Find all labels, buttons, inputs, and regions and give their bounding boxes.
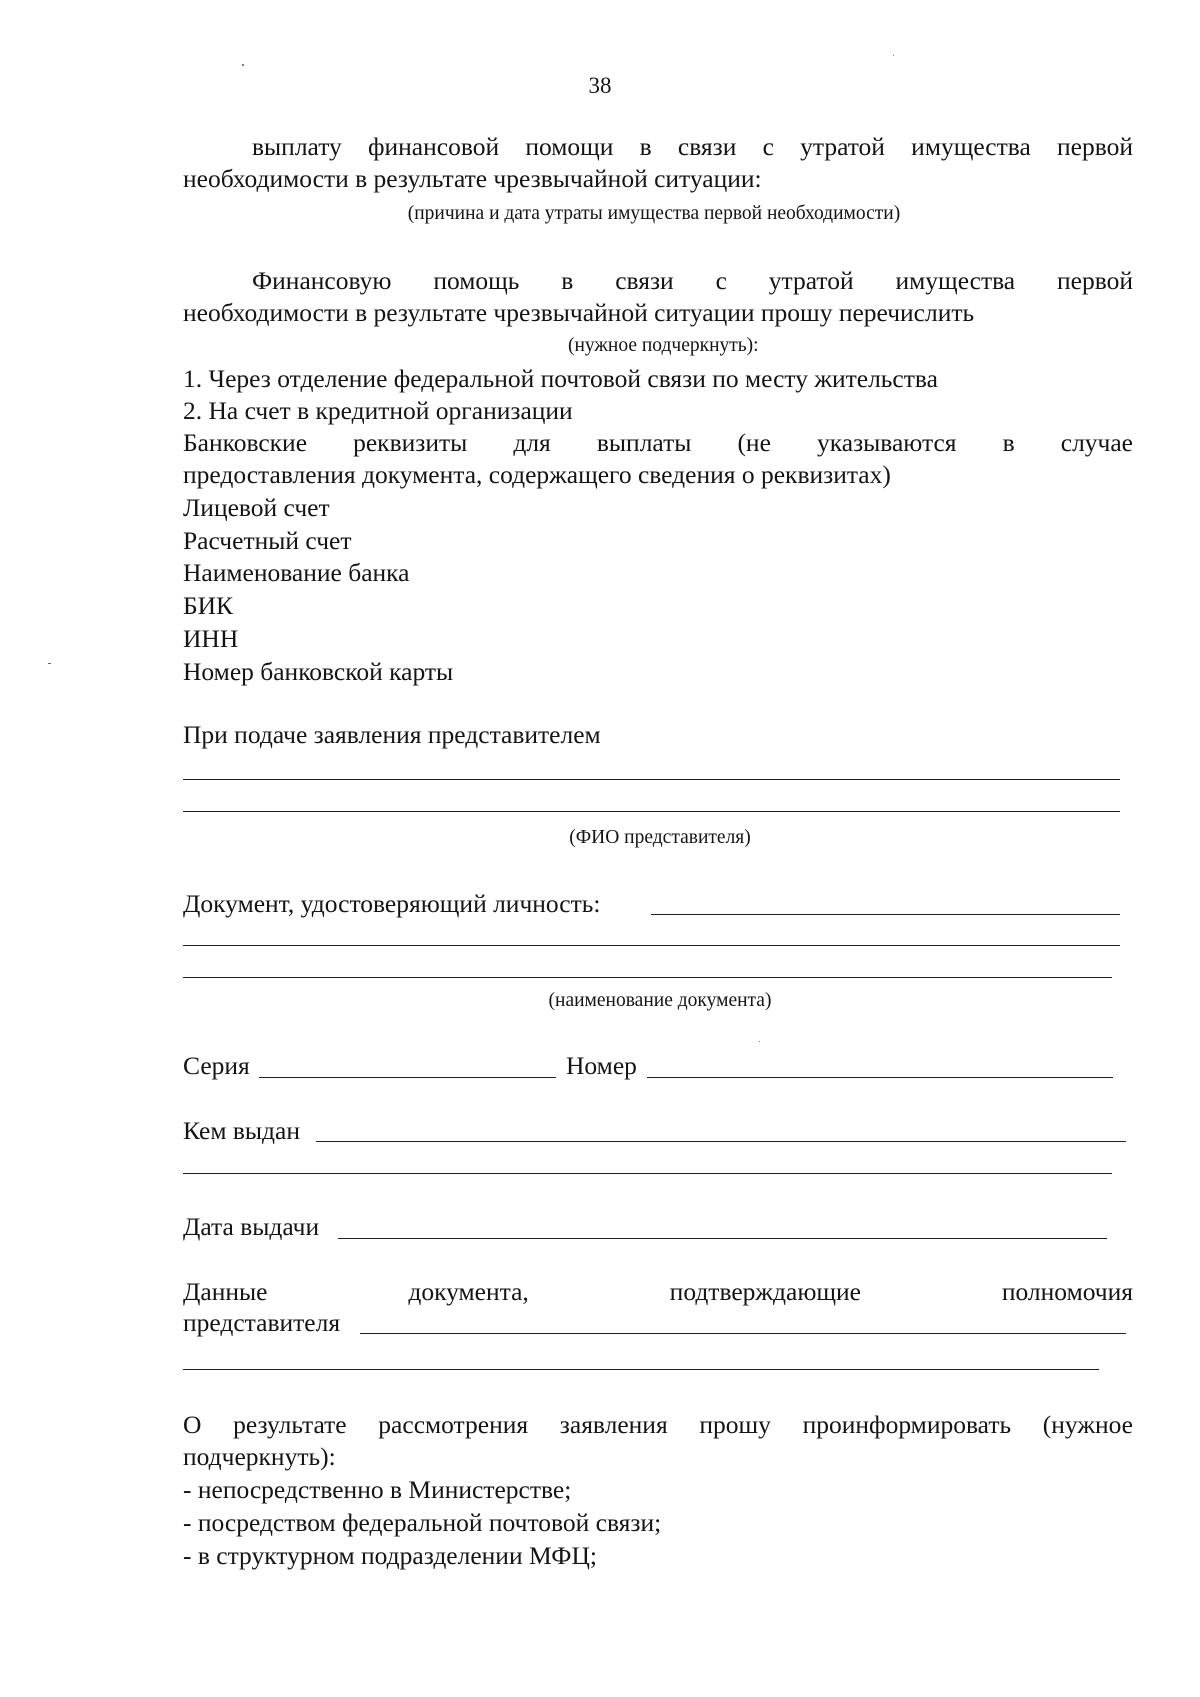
issue-date-label: Дата выдачи: [183, 1212, 320, 1241]
para1-line1: выплату финансовой помощи в связи с утратой имущества первой: [252, 132, 1133, 161]
bank-field-label: ИНН: [183, 624, 239, 653]
notification-option: - в структурном подразделении МФЦ;: [183, 1541, 597, 1570]
para2-line1: Финансовую помощь в связи с утратой имущества первой: [252, 266, 1133, 295]
bank-field-label: Расчетный счет: [183, 526, 352, 555]
number-line: [647, 1077, 1113, 1078]
number-label: Номер: [566, 1051, 637, 1080]
authority-line: [183, 1369, 1099, 1370]
bank-details-line2: предоставления документа, содержащего сведения о реквизитах): [183, 460, 891, 489]
issued-by-line: [316, 1141, 1126, 1142]
bank-field-label: Наименование банка: [183, 558, 410, 587]
para2-caption: (нужное подчеркнуть):: [568, 335, 759, 356]
issue-date-line: [338, 1238, 1107, 1239]
para1-caption: (причина и дата утраты имущества первой необходимости): [407, 203, 901, 224]
id-doc-line: [651, 914, 1120, 915]
fio-caption: (ФИО представителя): [569, 827, 751, 848]
authority-line1: Данные документа, подтверждающие полномочия: [183, 1277, 1133, 1306]
issued-by-label: Кем выдан: [183, 1116, 300, 1145]
scan-speck: [48, 663, 51, 664]
bank-field-label: Номер банковской карты: [183, 657, 454, 686]
bank-field-label: БИК: [183, 591, 234, 620]
scan-speck: [759, 1041, 760, 1042]
id-doc-line: [183, 945, 1120, 946]
bank-field-label: Лицевой счет: [183, 493, 330, 522]
notification-line1: О результате рассмотрения заявления прошу проинформировать (нужное: [183, 1410, 1133, 1439]
scan-speck: [242, 64, 244, 66]
id-doc-line: [183, 977, 1112, 978]
id-doc-label: Документ, удостоверяющий личность:: [183, 889, 601, 918]
authority-line: [360, 1333, 1126, 1334]
page-number: 38: [588, 73, 612, 98]
para2-line2: необходимости в результате чрезвычайной ситуации прошу перечислить: [183, 298, 975, 327]
series-label: Серия: [183, 1051, 250, 1080]
payment-option: 1. Через отделение федеральной почтовой связи по месту жительства: [183, 364, 938, 393]
issued-by-line: [183, 1173, 1112, 1174]
representative-fio-line: [183, 779, 1120, 780]
notification-line2: подчеркнуть):: [183, 1442, 336, 1471]
para1-line2: необходимости в результате чрезвычайной ситуации:: [183, 164, 762, 193]
bank-details-line1: Банковские реквизиты для выплаты (не указываются в случае: [183, 428, 1133, 457]
payment-option: 2. На счет в кредитной организации: [183, 396, 573, 425]
representative-heading: При подаче заявления представителем: [183, 720, 601, 749]
notification-option: - посредством федеральной почтовой связи;: [183, 1508, 662, 1537]
representative-fio-line: [183, 811, 1120, 812]
authority-line2: представителя: [183, 1308, 341, 1337]
notification-option: - непосредственно в Министерстве;: [183, 1475, 572, 1504]
series-line: [259, 1077, 556, 1078]
scan-speck: [893, 55, 894, 56]
doc-caption: (наименование документа): [548, 990, 772, 1011]
